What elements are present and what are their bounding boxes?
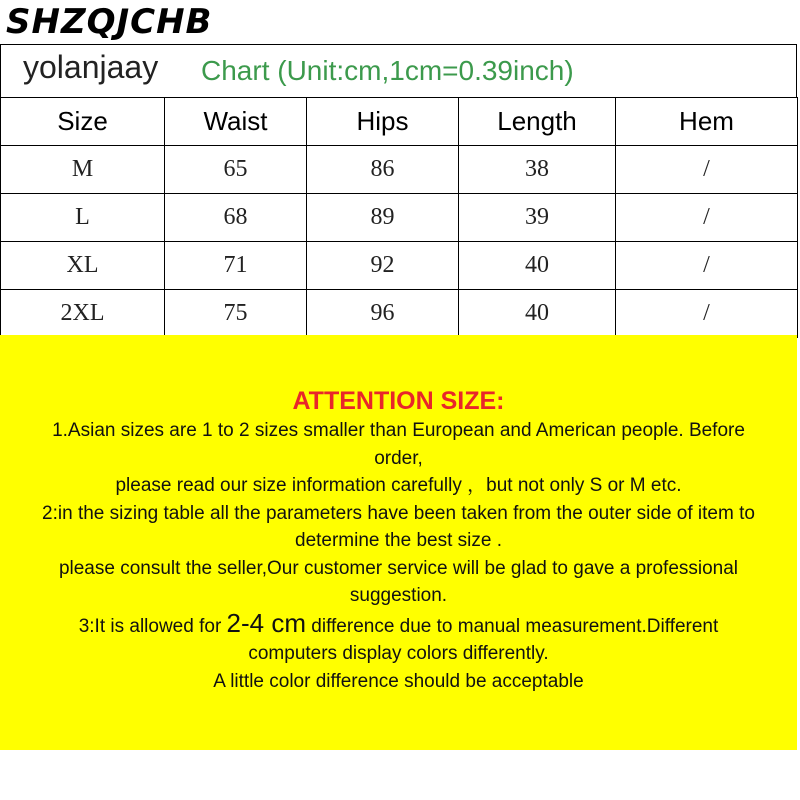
table-cell: / — [616, 194, 798, 242]
tolerance-prefix: 3:It is allowed for — [78, 615, 227, 637]
header-size: Size — [1, 98, 165, 146]
table-cell: / — [616, 290, 798, 338]
table-row — [1, 194, 798, 242]
chart-title: Chart (Unit:cm,1cm=0.39inch) — [201, 55, 574, 86]
attention-title: ATTENTION SIZE: — [292, 387, 505, 415]
notice-line: suggestion. — [349, 585, 448, 606]
header-waist: Waist — [165, 98, 307, 146]
table-header-row — [1, 98, 798, 146]
header-hips: Hips — [307, 98, 459, 146]
notice-line: order, — [374, 447, 423, 469]
table-cell: 40 — [459, 290, 616, 338]
table-cell: 39 — [459, 194, 616, 242]
notice-line: 2:in the sizing table all the parameters have been taken from the outer side of item to — [42, 502, 755, 524]
notice-line: please consult the seller,Our customer service will be glad to gave a professional — [58, 557, 739, 579]
notice-line: please read our size information carefully ，but not only S or M etc. — [115, 475, 682, 496]
brand-logo: SHZQJCHB — [0, 0, 258, 44]
table-cell: 68 — [165, 194, 307, 242]
tolerance-suffix: difference due to manual measurement.Different — [306, 615, 719, 637]
table-cell: M — [1, 146, 165, 194]
size-table — [0, 97, 798, 338]
table-cell: 71 — [165, 242, 307, 290]
table-cell: 92 — [307, 242, 459, 290]
table-cell: 86 — [307, 146, 459, 194]
table-cell: 75 — [165, 290, 307, 338]
table-cell: 2XL — [1, 290, 165, 338]
table-cell: / — [616, 146, 798, 194]
table-cell: L — [1, 194, 165, 242]
table-cell: 40 — [459, 242, 616, 290]
notice-line: A little color difference should be acceptable — [213, 670, 584, 692]
table-cell: 89 — [307, 194, 459, 242]
header-length: Length — [459, 98, 616, 146]
chart-title-faded-prefix: yolanjaay — [23, 49, 159, 85]
table-cell: XL — [1, 242, 165, 290]
table-cell: 96 — [307, 290, 459, 338]
notice-line: 1.Asian sizes are 1 to 2 sizes smaller than European and American people. Before — [52, 420, 745, 441]
table-cell: 65 — [165, 146, 307, 194]
table-row — [1, 290, 798, 338]
table-row — [1, 146, 798, 194]
notice-line: determine the best size . — [295, 530, 502, 551]
header-hem: Hem — [616, 98, 798, 146]
table-row — [1, 242, 798, 290]
tolerance-value: 2-4 cm — [226, 607, 307, 638]
notice-line: computers display colors differently. — [248, 643, 549, 664]
notice-line-tolerance — [0, 607, 797, 641]
table-cell: / — [616, 242, 798, 290]
chart-title-row — [0, 44, 797, 97]
attention-notice — [0, 335, 797, 750]
table-cell: 38 — [459, 146, 616, 194]
